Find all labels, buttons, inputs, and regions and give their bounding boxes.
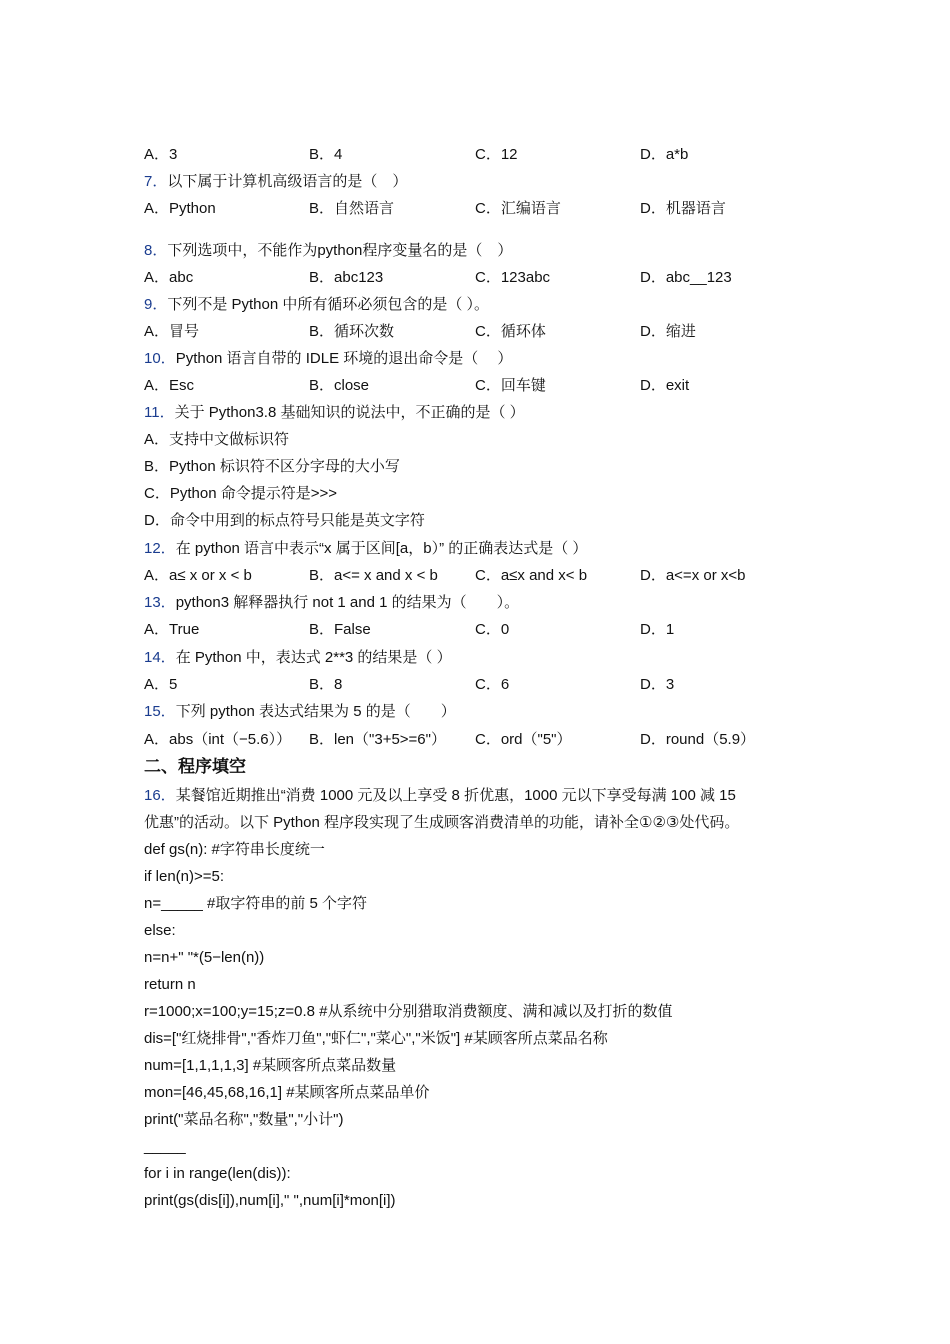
answer-option: B．4 [309, 146, 343, 163]
question-text: 下列不是 Python 中所有循环必须包含的是（ ）。 [167, 296, 490, 313]
answer-option: A．True [144, 621, 200, 638]
answer-option: D．round（5.9） [640, 731, 756, 748]
answer-option: B．close [309, 377, 370, 394]
answer-option: A．Python [144, 200, 216, 217]
text-line: r=1000;x=100;y=15;z=0.8 #从系统中分别猎取消费额度、满和减以及打折的数值 [144, 1003, 673, 1020]
question-text: 以下属于计算机高级语言的是（ ） [167, 173, 408, 190]
question-line [144, 593, 844, 613]
text-line: _____ [144, 1138, 186, 1155]
answer-option: C．6 [475, 676, 510, 693]
question-text: 在 Python 中，表达式 2**3 的结果是（ ） [175, 649, 452, 666]
text-line: dis=["红烧排骨","香炸刀鱼","虾仁","菜心","米饭"] #某顾客所点菜品名称 [144, 1030, 608, 1047]
text-line: def gs(n): #字符串长度统一 [144, 841, 325, 858]
question-number: 15． [144, 703, 176, 720]
text-line: print(gs(dis[i]),num[i]," ",num[i]*mon[i]) [144, 1192, 396, 1209]
question-number: 7． [144, 173, 168, 190]
answer-option: D．a*b [640, 146, 689, 163]
answer-options-row [144, 322, 844, 342]
answer-options-row [144, 268, 844, 288]
answer-options-row [144, 620, 844, 640]
question-text: 下列选项中，不能作为python程序变量名的是（ ） [167, 242, 513, 259]
question-line [144, 786, 844, 806]
answer-option: B．8 [309, 676, 343, 693]
text-line: return n [144, 976, 196, 993]
question-text: 某餐馆近期推出“消费 1000 元及以上享受 8 折优惠，1000 元以下享受每满 100 减 15 [175, 787, 736, 804]
question-text: Python 语言自带的 IDLE 环境的退出命令是（ ） [175, 350, 513, 367]
text-line: for i in range(len(dis)): [144, 1165, 291, 1182]
text-line: print("菜品名称","数量","小计") [144, 1111, 344, 1128]
answer-option: B．abc123 [309, 269, 384, 286]
text-line: D．命令中用到的标点符号只能是英文字符 [144, 512, 425, 529]
answer-options-row [144, 145, 844, 165]
answer-option: B．False [309, 621, 371, 638]
text-line: else: [144, 922, 176, 939]
answer-option: D．机器语言 [640, 200, 726, 217]
question-text: 关于 Python3.8 基础知识的说法中，不正确的是（ ） [174, 404, 525, 421]
answer-option: C．123abc [475, 269, 551, 286]
section-heading: 二、程序填空 [144, 757, 246, 776]
question-text: python3 解释器执行 not 1 and 1 的结果为（ ）。 [175, 594, 520, 611]
question-line [144, 539, 844, 559]
answer-option: D．a<=x or x<b [640, 567, 746, 584]
answer-option: D．exit [640, 377, 690, 394]
question-number: 13． [144, 594, 176, 611]
question-number: 14． [144, 649, 176, 666]
question-line [144, 648, 844, 668]
question-number: 9． [144, 296, 168, 313]
question-line [144, 295, 844, 315]
text-line: if len(n)>=5: [144, 868, 225, 885]
text-line: C．Python 命令提示符是>>> [144, 485, 337, 502]
answer-option: B．len（"3+5>=6"） [309, 731, 446, 748]
answer-option: C．12 [475, 146, 518, 163]
answer-option: C．ord（"5"） [475, 731, 572, 748]
question-text: 下列 python 表达式结果为 5 的是（ ） [175, 703, 456, 720]
text-line: mon=[46,45,68,16,1] #某顾客所点菜品单价 [144, 1084, 430, 1101]
text-line: n=_____ #取字符串的前 5 个字符 [144, 895, 368, 912]
text-line: 优惠”的活动。以下 Python 程序段实现了生成顾客消费清单的功能，请补全①②③处代码。 [144, 814, 740, 831]
answer-option: C．汇编语言 [475, 200, 561, 217]
answer-option: C．回车键 [475, 377, 546, 394]
text-line: A．支持中文做标识符 [144, 431, 290, 448]
question-number: 10． [144, 350, 176, 367]
question-number: 11． [144, 404, 175, 421]
answer-option: D．1 [640, 621, 675, 638]
answer-option: C．0 [475, 621, 510, 638]
text-line: B．Python 标识符不区分字母的大小写 [144, 458, 400, 475]
text-line: num=[1,1,1,1,3] #某顾客所点菜品数量 [144, 1057, 397, 1074]
question-number: 12． [144, 540, 176, 557]
text-line: n=n+" "*(5−len(n)) [144, 949, 265, 966]
answer-options-row [144, 730, 844, 750]
question-text: 在 python 语言中表示“x 属于区间[a，b）” 的正确表达式是（ ） [175, 540, 588, 557]
question-number: 8． [144, 242, 168, 259]
answer-option: A．abs（int（−5.6）） [144, 731, 292, 748]
question-line [144, 403, 844, 423]
answer-option: B．a<= x and x < b [309, 567, 438, 584]
question-line [144, 702, 844, 722]
answer-option: A．Esc [144, 377, 195, 394]
answer-options-row [144, 566, 844, 586]
answer-option: D．3 [640, 676, 675, 693]
answer-option: D．abc__123 [640, 269, 732, 286]
answer-option: A．a≤ x or x < b [144, 567, 252, 584]
question-line [144, 349, 844, 369]
answer-option: A．abc [144, 269, 194, 286]
answer-option: A．3 [144, 146, 178, 163]
question-number: 16． [144, 787, 176, 804]
answer-options-row [144, 376, 844, 396]
question-line [144, 172, 844, 192]
answer-option: B．循环次数 [309, 323, 395, 340]
answer-option: D．缩进 [640, 323, 696, 340]
answer-options-row [144, 675, 844, 695]
answer-option: B．自然语言 [309, 200, 395, 217]
answer-option: A．5 [144, 676, 178, 693]
answer-options-row [144, 199, 844, 219]
answer-option: C．a≤x and x< b [475, 567, 588, 584]
answer-option: A．冒号 [144, 323, 200, 340]
answer-option: C．循环体 [475, 323, 546, 340]
question-line [144, 241, 844, 261]
